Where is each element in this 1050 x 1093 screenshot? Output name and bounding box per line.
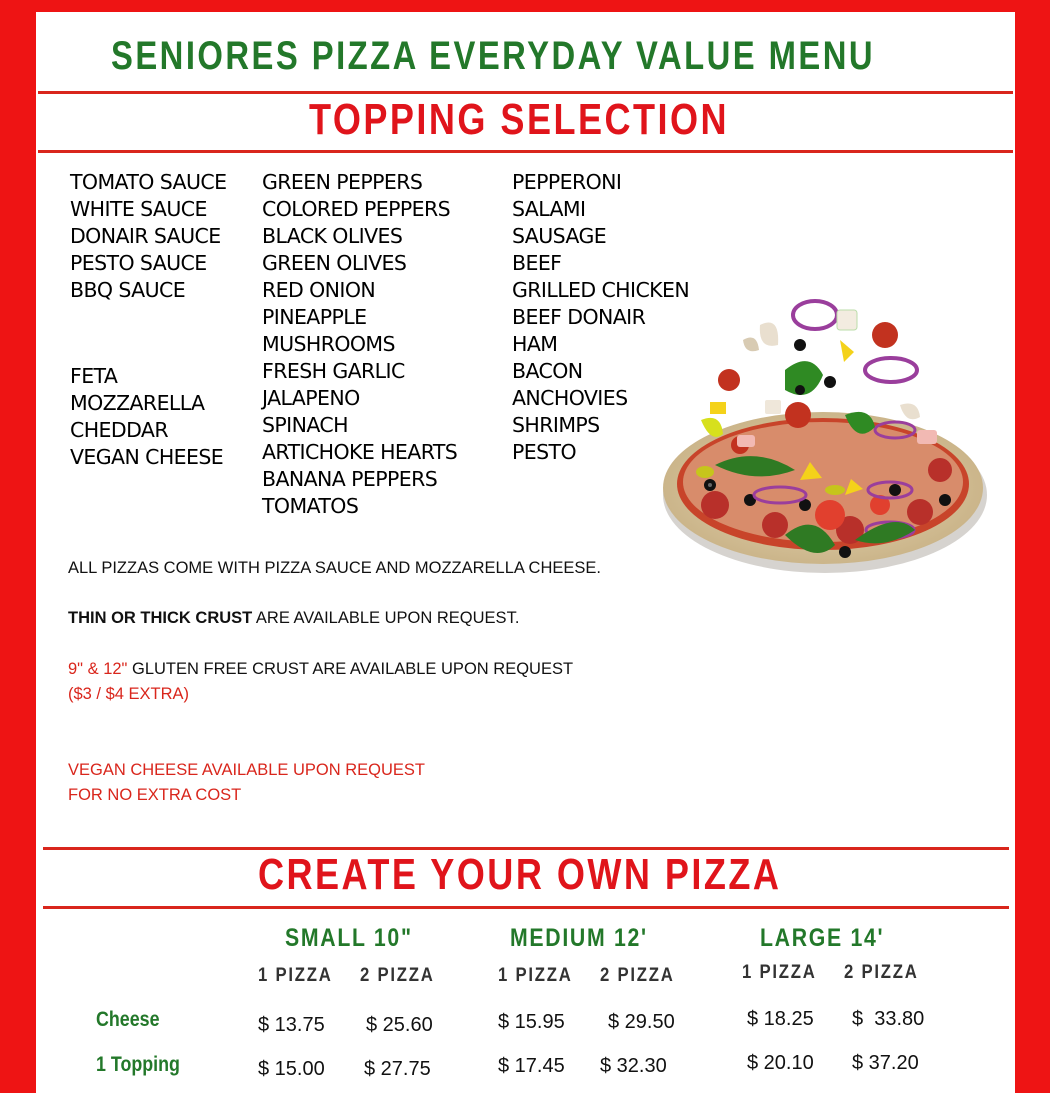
vegan-line-2: FOR NO EXTRA COST xyxy=(68,786,242,804)
price-cell: $ 15.00 xyxy=(258,1058,325,1080)
list-item: BEEF DONAIR xyxy=(512,305,646,329)
crust-note-rest: ARE AVAILABLE UPON REQUEST. xyxy=(252,609,520,627)
price-cell: $ 20.10 xyxy=(747,1052,814,1074)
veggie-list xyxy=(262,169,457,520)
list-item: CHEDDAR xyxy=(70,418,168,442)
vegan-line-1: VEGAN CHEESE AVAILABLE UPON REQUEST xyxy=(68,761,425,779)
list-item: SPINACH xyxy=(262,413,348,437)
list-item: PESTO xyxy=(512,440,576,464)
list-item: FRESH GARLIC xyxy=(262,359,405,383)
row-label-1-topping: 1 Topping xyxy=(96,1053,180,1076)
price-cell: $ 32.30 xyxy=(600,1055,667,1077)
menu-title: SENIORES PIZZA EVERYDAY VALUE MENU xyxy=(111,34,876,78)
list-item: FETA xyxy=(70,364,118,388)
list-item: TOMATOS xyxy=(262,494,359,518)
gluten-extra-note xyxy=(68,682,189,707)
price-cell: $ 29.50 xyxy=(608,1011,675,1033)
list-item: HAM xyxy=(512,332,558,356)
list-item: SHRIMPS xyxy=(512,413,600,437)
crust-note-bold: THIN OR THICK CRUST xyxy=(68,609,253,627)
price-cell: $ 15.95 xyxy=(498,1011,565,1033)
list-item: PESTO SAUCE xyxy=(70,251,207,275)
price-cell: $ 17.45 xyxy=(498,1055,565,1077)
size-medium: MEDIUM 12' xyxy=(510,924,648,952)
gluten-sizes: 9" & 12" xyxy=(68,660,128,678)
row-label-cheese: Cheese xyxy=(96,1008,160,1031)
gluten-rest: GLUTEN FREE CRUST ARE AVAILABLE UPON REQUEST xyxy=(127,660,574,678)
cheese-list xyxy=(70,363,223,471)
crust-note xyxy=(68,606,519,631)
list-item: GREEN PEPPERS xyxy=(262,170,423,194)
sauce-list xyxy=(70,169,226,304)
list-item: WHITE SAUCE xyxy=(70,197,207,221)
large-1-pizza: 1 PIZZA xyxy=(742,962,817,983)
price-cell: $ 33.80 xyxy=(852,1008,925,1030)
create-rule-bottom xyxy=(43,906,1009,909)
list-item: TOMATO SAUCE xyxy=(70,170,227,194)
price-cell: $ 25.60 xyxy=(366,1014,433,1036)
list-item: BEEF xyxy=(512,251,562,275)
topping-rule xyxy=(38,150,1013,153)
vegan-note-2 xyxy=(68,783,241,808)
gluten-note xyxy=(68,657,573,682)
list-item: BLACK OLIVES xyxy=(262,224,403,248)
list-item: RED ONION xyxy=(262,278,376,302)
list-item: BBQ SAUCE xyxy=(70,278,186,302)
gluten-extra: ($3 / $4 EXTRA) xyxy=(68,685,190,703)
list-item: VEGAN CHEESE xyxy=(70,445,224,469)
create-your-own-heading: CREATE YOUR OWN PIZZA xyxy=(258,850,782,899)
topping-selection-heading: TOPPING SELECTION xyxy=(309,95,730,144)
list-item: ANCHOVIES xyxy=(512,386,628,410)
list-item: COLORED PEPPERS xyxy=(262,197,451,221)
size-large: LARGE 14' xyxy=(760,924,885,952)
vegan-note-1 xyxy=(68,758,425,783)
size-small: SMALL 10" xyxy=(285,924,413,952)
price-cell: $ 27.75 xyxy=(364,1058,431,1080)
sauce-cheese-note: ALL PIZZAS COME WITH PIZZA SAUCE AND MOZZARELLA CHEESE. xyxy=(68,559,601,577)
list-item: JALAPENO xyxy=(262,386,360,410)
list-item: DONAIR SAUCE xyxy=(70,224,221,248)
list-item: GREEN OLIVES xyxy=(262,251,407,275)
list-item: BACON xyxy=(512,359,583,383)
pizza-illustration xyxy=(655,290,1000,585)
medium-1-pizza: 1 PIZZA xyxy=(498,965,573,986)
list-item: ARTICHOKE HEARTS xyxy=(262,440,458,464)
list-item: PEPPERONI xyxy=(512,170,622,194)
price-cell: $ 37.20 xyxy=(852,1052,919,1074)
list-item: SAUSAGE xyxy=(512,224,607,248)
list-item: MUSHROOMS xyxy=(262,332,395,356)
list-item: BANANA PEPPERS xyxy=(262,467,438,491)
list-item: MOZZARELLA xyxy=(70,391,205,415)
small-2-pizza: 2 PIZZA xyxy=(360,965,435,986)
price-cell: $ 18.25 xyxy=(747,1008,814,1030)
small-1-pizza: 1 PIZZA xyxy=(258,965,333,986)
list-item: PINEAPPLE xyxy=(262,305,367,329)
medium-2-pizza: 2 PIZZA xyxy=(600,965,675,986)
list-item: SALAMI xyxy=(512,197,586,221)
list-item: GRILLED CHICKEN xyxy=(512,278,690,302)
large-2-pizza: 2 PIZZA xyxy=(844,962,919,983)
title-rule xyxy=(38,91,1013,94)
price-cell: $ 13.75 xyxy=(258,1014,325,1036)
